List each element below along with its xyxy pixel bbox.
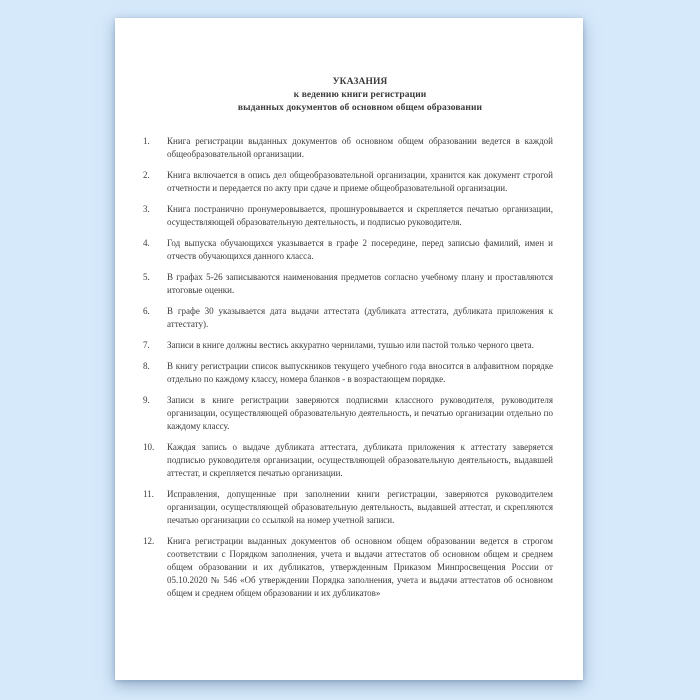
item-number: 7. [143, 340, 150, 350]
list-item [115, 441, 583, 480]
item-text: Год выпуска обучающихся указывается в графе 2 посередине, перед записью фамилий, имен и отчеств обучающихся данного класса. [167, 238, 553, 261]
item-number: 2. [143, 170, 150, 180]
document-page [115, 18, 583, 680]
list-item [115, 169, 583, 195]
item-text: Книга постранично пронумеровывается, прошнуровывается и скрепляется печатью организации, осуществляющей образовательную деятельность, и подписью руководителя. [167, 204, 553, 227]
item-number: 1. [143, 136, 150, 146]
list-item [115, 488, 583, 527]
item-text: Книга регистрации выданных документов об основном общем образовании ведется в строгом соответствии с Порядком заполнения, учета и выдачи аттестатов об основном общем и среднем общем образовании и их дубликатов, утвержденным Приказом Минпросвещения России от 05.10.2020 № 546 «Об утверждении Порядка заполнения, учета и выдачи аттестатов об основном общем и среднем общем образовании и их дубликатов» [167, 536, 553, 598]
item-number: 12. [143, 536, 155, 546]
item-number: 11. [143, 489, 154, 499]
item-text: Книга включается в опись дел общеобразовательной организации, хранится как документ строгой отчетности и передается по акту при сдаче и приеме общеобразовательной организации. [167, 170, 553, 193]
list-item [115, 203, 583, 229]
list-item [115, 339, 583, 352]
item-number: 5. [143, 272, 150, 282]
list-item [115, 394, 583, 433]
list-item [115, 535, 583, 600]
item-text: Записи в книге должны вестись аккуратно чернилами, тушью или пастой только черного цвета. [167, 340, 534, 350]
item-text: В графах 5-26 записываются наименования предметов согласно учебному плану и проставляются итоговые оценки. [167, 272, 553, 295]
item-text: Исправления, допущенные при заполнении книги регистрации, заверяются руководителем организации, осуществляющей образовательную деятельность, выдавшей аттестат, и скрепляются печатью организации со ссылкой на номер учетной записи. [167, 489, 553, 525]
item-number: 10. [143, 442, 155, 452]
item-number: 8. [143, 361, 150, 371]
item-text: В графе 30 указывается дата выдачи аттестата (дубликата аттестата, дубликата приложения к аттестату). [167, 306, 553, 329]
numbered-list [115, 135, 583, 600]
document-title-line: к ведению книги регистрации [293, 90, 427, 100]
list-item [115, 360, 583, 386]
document-title-line: УКАЗАНИЯ [332, 77, 388, 87]
list-item [115, 237, 583, 263]
item-number: 3. [143, 204, 150, 214]
list-item [115, 135, 583, 161]
item-number: 6. [143, 306, 150, 316]
item-number: 4. [143, 238, 150, 248]
document-title-line: выданных документов об основном общем образовании [237, 103, 483, 113]
item-text: Каждая запись о выдаче дубликата аттестата, дубликата приложения к аттестату заверяется подписью руководителя организации, осуществляющей образовательную деятельность, выдавшей аттестат, и скрепляется печатью организации. [167, 442, 553, 478]
item-text: Записи в книге регистрации заверяются подписями классного руководителя, руководителя организации, осуществляющей образовательную деятельность, и печатью организации отдельно по каждому классу. [167, 395, 553, 431]
item-text: В книгу регистрации список выпускников текущего учебного года вносится в алфавитном порядке отдельно по каждому классу, номера бланков - в возрастающем порядке. [167, 361, 553, 384]
document-title [167, 76, 553, 115]
item-text: Книга регистрации выданных документов об основном общем образовании ведется в каждой общеобразовательной организации. [167, 136, 553, 159]
list-item [115, 271, 583, 297]
item-number: 9. [143, 395, 150, 405]
list-item [115, 305, 583, 331]
